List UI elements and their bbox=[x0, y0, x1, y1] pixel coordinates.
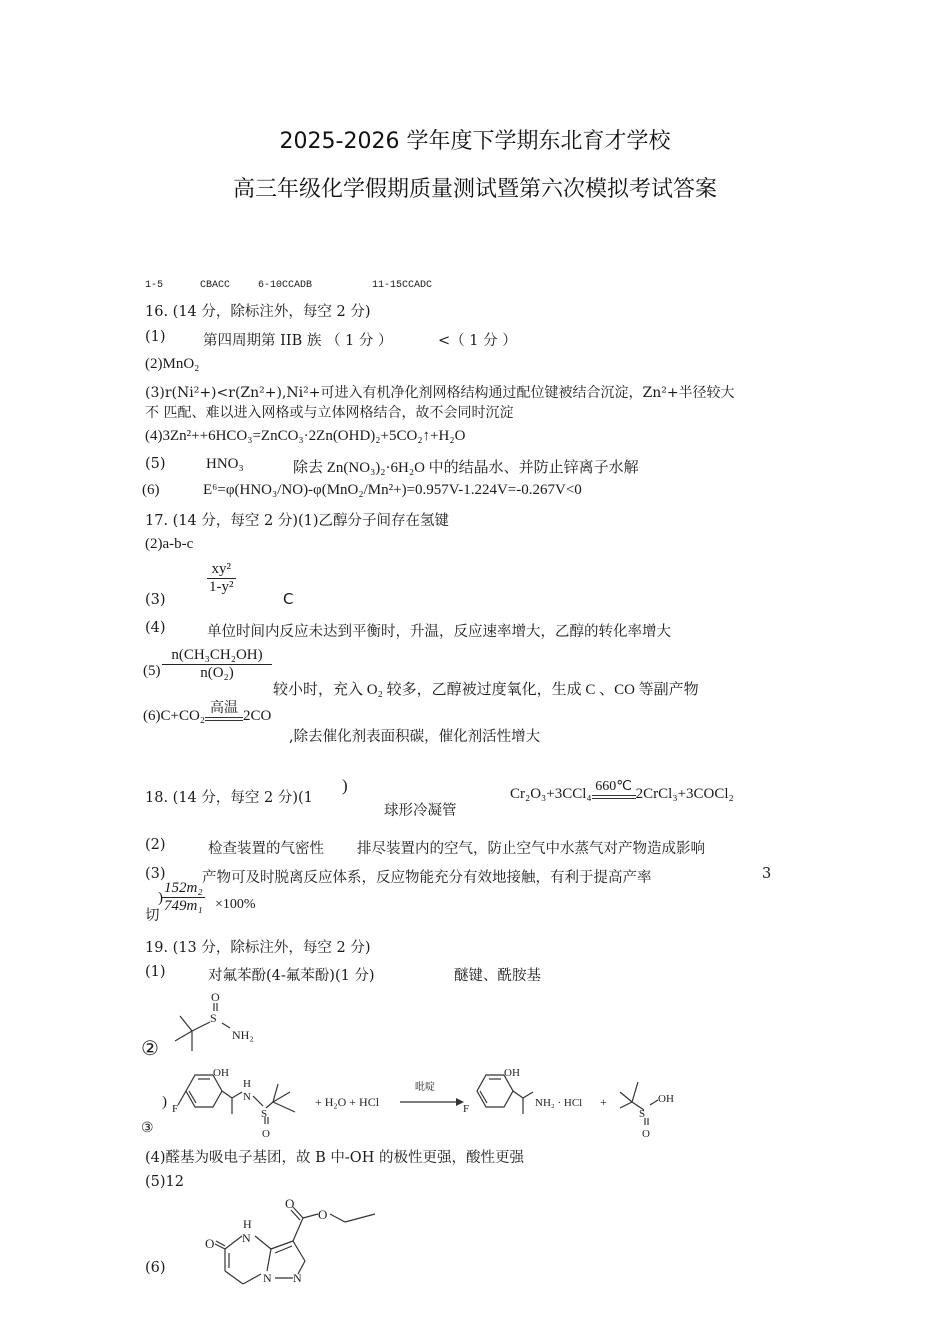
q19-p1-label: (1) bbox=[145, 964, 166, 980]
q19-p5-answer: (5)12 bbox=[145, 1174, 184, 1190]
fluorine-label: F bbox=[463, 1103, 470, 1115]
doc-title-line2: 高三年级化学假期质量测试暨第六次模拟考试答案 bbox=[232, 177, 717, 202]
product-amine-label: NH₂ · HCl bbox=[535, 1097, 583, 1109]
q18-paren: ) bbox=[342, 776, 348, 795]
q17-p2: (2)a-b-c bbox=[145, 536, 194, 552]
q16-p2: (2)MnO₂ bbox=[145, 356, 200, 372]
oxygen-label: O bbox=[285, 1196, 295, 1211]
q17-p3-fraction bbox=[207, 561, 236, 596]
catalyst-text: 吡啶 bbox=[415, 1082, 435, 1093]
q19-p3-paren: ) bbox=[162, 1094, 167, 1110]
hydroxyl-label: OH bbox=[504, 1067, 520, 1079]
choice-answers-1: CBACC bbox=[200, 280, 231, 291]
q17-p3-numerator: xy² bbox=[207, 561, 236, 579]
q18-p4-fraction bbox=[162, 880, 205, 915]
choice-answers-2: 6-10CCADB bbox=[258, 280, 313, 291]
q17-p6-product: 2CO bbox=[243, 708, 272, 724]
q16-p4: (4)3Zn²++6HCO₃=ZnCO₃·2Zn(OHD)₂+5CO₂↑+H₂O bbox=[145, 428, 466, 444]
q18-p1-products: 2CrCl₃+3COCl₂ bbox=[635, 786, 734, 802]
oxygen-label: O bbox=[211, 990, 220, 1004]
q18-p2-answer1: 检查装置的气密性 bbox=[208, 841, 324, 857]
q19-p3-label: ③ bbox=[141, 1120, 154, 1136]
q17-p3-choice: C bbox=[283, 590, 294, 608]
q19-p1-answer1: 对氟苯酚(4-氟苯酚)(1 分) bbox=[208, 968, 375, 984]
n-label: N bbox=[263, 1271, 272, 1285]
q17-p4-answer: 单位时间内反应未达到平衡时，升温，反应速率增大，乙醇的转化率增大 bbox=[207, 624, 671, 640]
q17-p6-reactants: (6)C+CO₂ bbox=[143, 708, 206, 724]
q16-p1-label: (1) bbox=[145, 329, 166, 345]
q17-p6-condition-text: 高温 bbox=[210, 701, 239, 716]
choice-range-1: 1-5 bbox=[145, 280, 164, 291]
q19-p4-answer: (4)醛基为吸电子基团，故 B 中-OH 的极性更强，酸性更强 bbox=[145, 1150, 524, 1166]
q18-p3-number: 3 bbox=[762, 866, 772, 882]
q18-p4-paren: ) bbox=[158, 890, 163, 906]
q17-p5-text: 较小时，充入 O₂ 较多，乙醇被过度氧化，生成 C 、CO 等副产物 bbox=[273, 682, 699, 698]
q16-p1-answer: 第四周期第 IIB 族 （ 1 分 ） bbox=[203, 333, 393, 349]
sulfur-label: S bbox=[261, 1108, 268, 1120]
n-label: N bbox=[243, 1091, 251, 1103]
q18-header: 18. (14 分，每空 2 分)(1 bbox=[145, 790, 313, 806]
q18-p4-tail: ×100% bbox=[215, 897, 256, 912]
q18-p4-prefix: 切 bbox=[145, 908, 160, 924]
reaction-scheme bbox=[170, 1062, 690, 1142]
q17-p3-denominator: 1-y² bbox=[209, 579, 234, 595]
q17-p5-denominator: n(O₂) bbox=[200, 665, 234, 681]
q18-p1-equation bbox=[510, 780, 734, 818]
q17-p5-label: (5) bbox=[143, 663, 161, 679]
h-label: H bbox=[243, 1078, 251, 1090]
q18-p1-reactants: Cr₂O₃+3CCl₄ bbox=[510, 786, 592, 802]
q17-p6-text: ,除去催化剂表面积碳，催化剂活性增大 bbox=[289, 729, 541, 745]
sulfur-label: S bbox=[210, 1011, 217, 1025]
q19-p1-answer2: 醚键、酰胺基 bbox=[454, 968, 541, 984]
doc-title-line1: 2025-2026 学年度下学期东北育才学校 bbox=[279, 129, 671, 154]
q18-p1-apparatus: 球形冷凝管 bbox=[384, 803, 457, 819]
pyrazolopyrimidine-ester-structure bbox=[205, 1198, 390, 1308]
q18-p1-condition-text: 660℃ bbox=[595, 779, 633, 794]
q18-p2-label: (2) bbox=[145, 837, 166, 853]
equals-sign bbox=[592, 795, 636, 799]
q16-header: 16. (14 分，除标注外，每空 2 分) bbox=[145, 304, 371, 320]
amine-label: NH₂ bbox=[232, 1028, 254, 1042]
q16-p6-answer: E⁶=φ(HNO₃/NO)-φ(MnO₂/Mn²+)=0.957V-1.224V=-0.267V<0 bbox=[203, 482, 582, 498]
q17-p5-numerator: n(CH₃CH₂OH) bbox=[162, 647, 272, 665]
q17-p4-label: (4) bbox=[145, 620, 166, 636]
q16-p5-reagent: HNO₃ bbox=[206, 456, 244, 472]
n-label: N bbox=[242, 1231, 251, 1245]
q16-p5-reason: 除去 Zn(NO₃)₂·6H₂O 中的结晶水、并防止锌离子水解 bbox=[293, 460, 639, 476]
q16-p5-label: (5) bbox=[145, 456, 166, 472]
q16-p1-answer2: <（ 1 分 ） bbox=[438, 333, 517, 349]
tert-butanesulfinamide-structure bbox=[170, 988, 280, 1058]
oxygen-label: O bbox=[318, 1207, 328, 1222]
q17-header: 17. (14 分，每空 2 分)(1)乙醇分子间存在氢键 bbox=[145, 513, 450, 529]
oxygen-label: O bbox=[262, 1128, 270, 1140]
plus-sign: + bbox=[600, 1095, 607, 1109]
q18-p3-answer: 产物可及时脱离反应体系，反应物能充分有效地接触，有利于提高产率 bbox=[202, 870, 652, 886]
equals-sign bbox=[205, 717, 243, 721]
fluorine-label: F bbox=[172, 1103, 179, 1115]
q17-p5-fraction bbox=[162, 647, 272, 682]
q19-p2-label: ② bbox=[141, 1036, 159, 1060]
q19-header: 19. (13 分，除标注外，每空 2 分) bbox=[145, 940, 371, 956]
q19-p6-label: (6) bbox=[145, 1260, 166, 1276]
q17-p6-condition bbox=[205, 702, 243, 725]
q18-p4-denominator: 749m₁ bbox=[164, 898, 203, 914]
choice-answers-3: 11-15CCADC bbox=[372, 280, 433, 291]
q18-p1-condition bbox=[592, 780, 636, 803]
h-label: H bbox=[243, 1217, 252, 1231]
q17-p3-label: (3) bbox=[145, 592, 166, 608]
sulfur-label: S bbox=[639, 1108, 646, 1120]
q18-p3-label: (3) bbox=[145, 866, 166, 882]
q18-p2-answer2: 排尽装置内的空气，防止空气中水蒸气对产物造成影响 bbox=[357, 841, 705, 857]
oxygen-label: O bbox=[205, 1236, 215, 1251]
q16-p3-line2: 不 匹配、难以进入网格或与立体网格结合，故不会同时沉淀 bbox=[145, 405, 514, 421]
oxygen-label: O bbox=[642, 1128, 650, 1140]
reagents-text: + H₂O + HCl bbox=[315, 1095, 380, 1109]
hydroxyl-label: OH bbox=[658, 1093, 674, 1105]
q18-p4-numerator: 152m₂ bbox=[164, 880, 203, 896]
q16-p6-label: (6) bbox=[142, 482, 160, 498]
n-label: N bbox=[293, 1271, 302, 1285]
q16-p3-line1: (3)r(Ni²+)<r(Zn²+),Ni²+可进入有机净化剂网格结构通过配位键被结合沉淀，Zn²+半径较大 bbox=[145, 385, 735, 401]
q17-p6-equation bbox=[143, 702, 271, 738]
hydroxyl-label: OH bbox=[213, 1067, 229, 1079]
